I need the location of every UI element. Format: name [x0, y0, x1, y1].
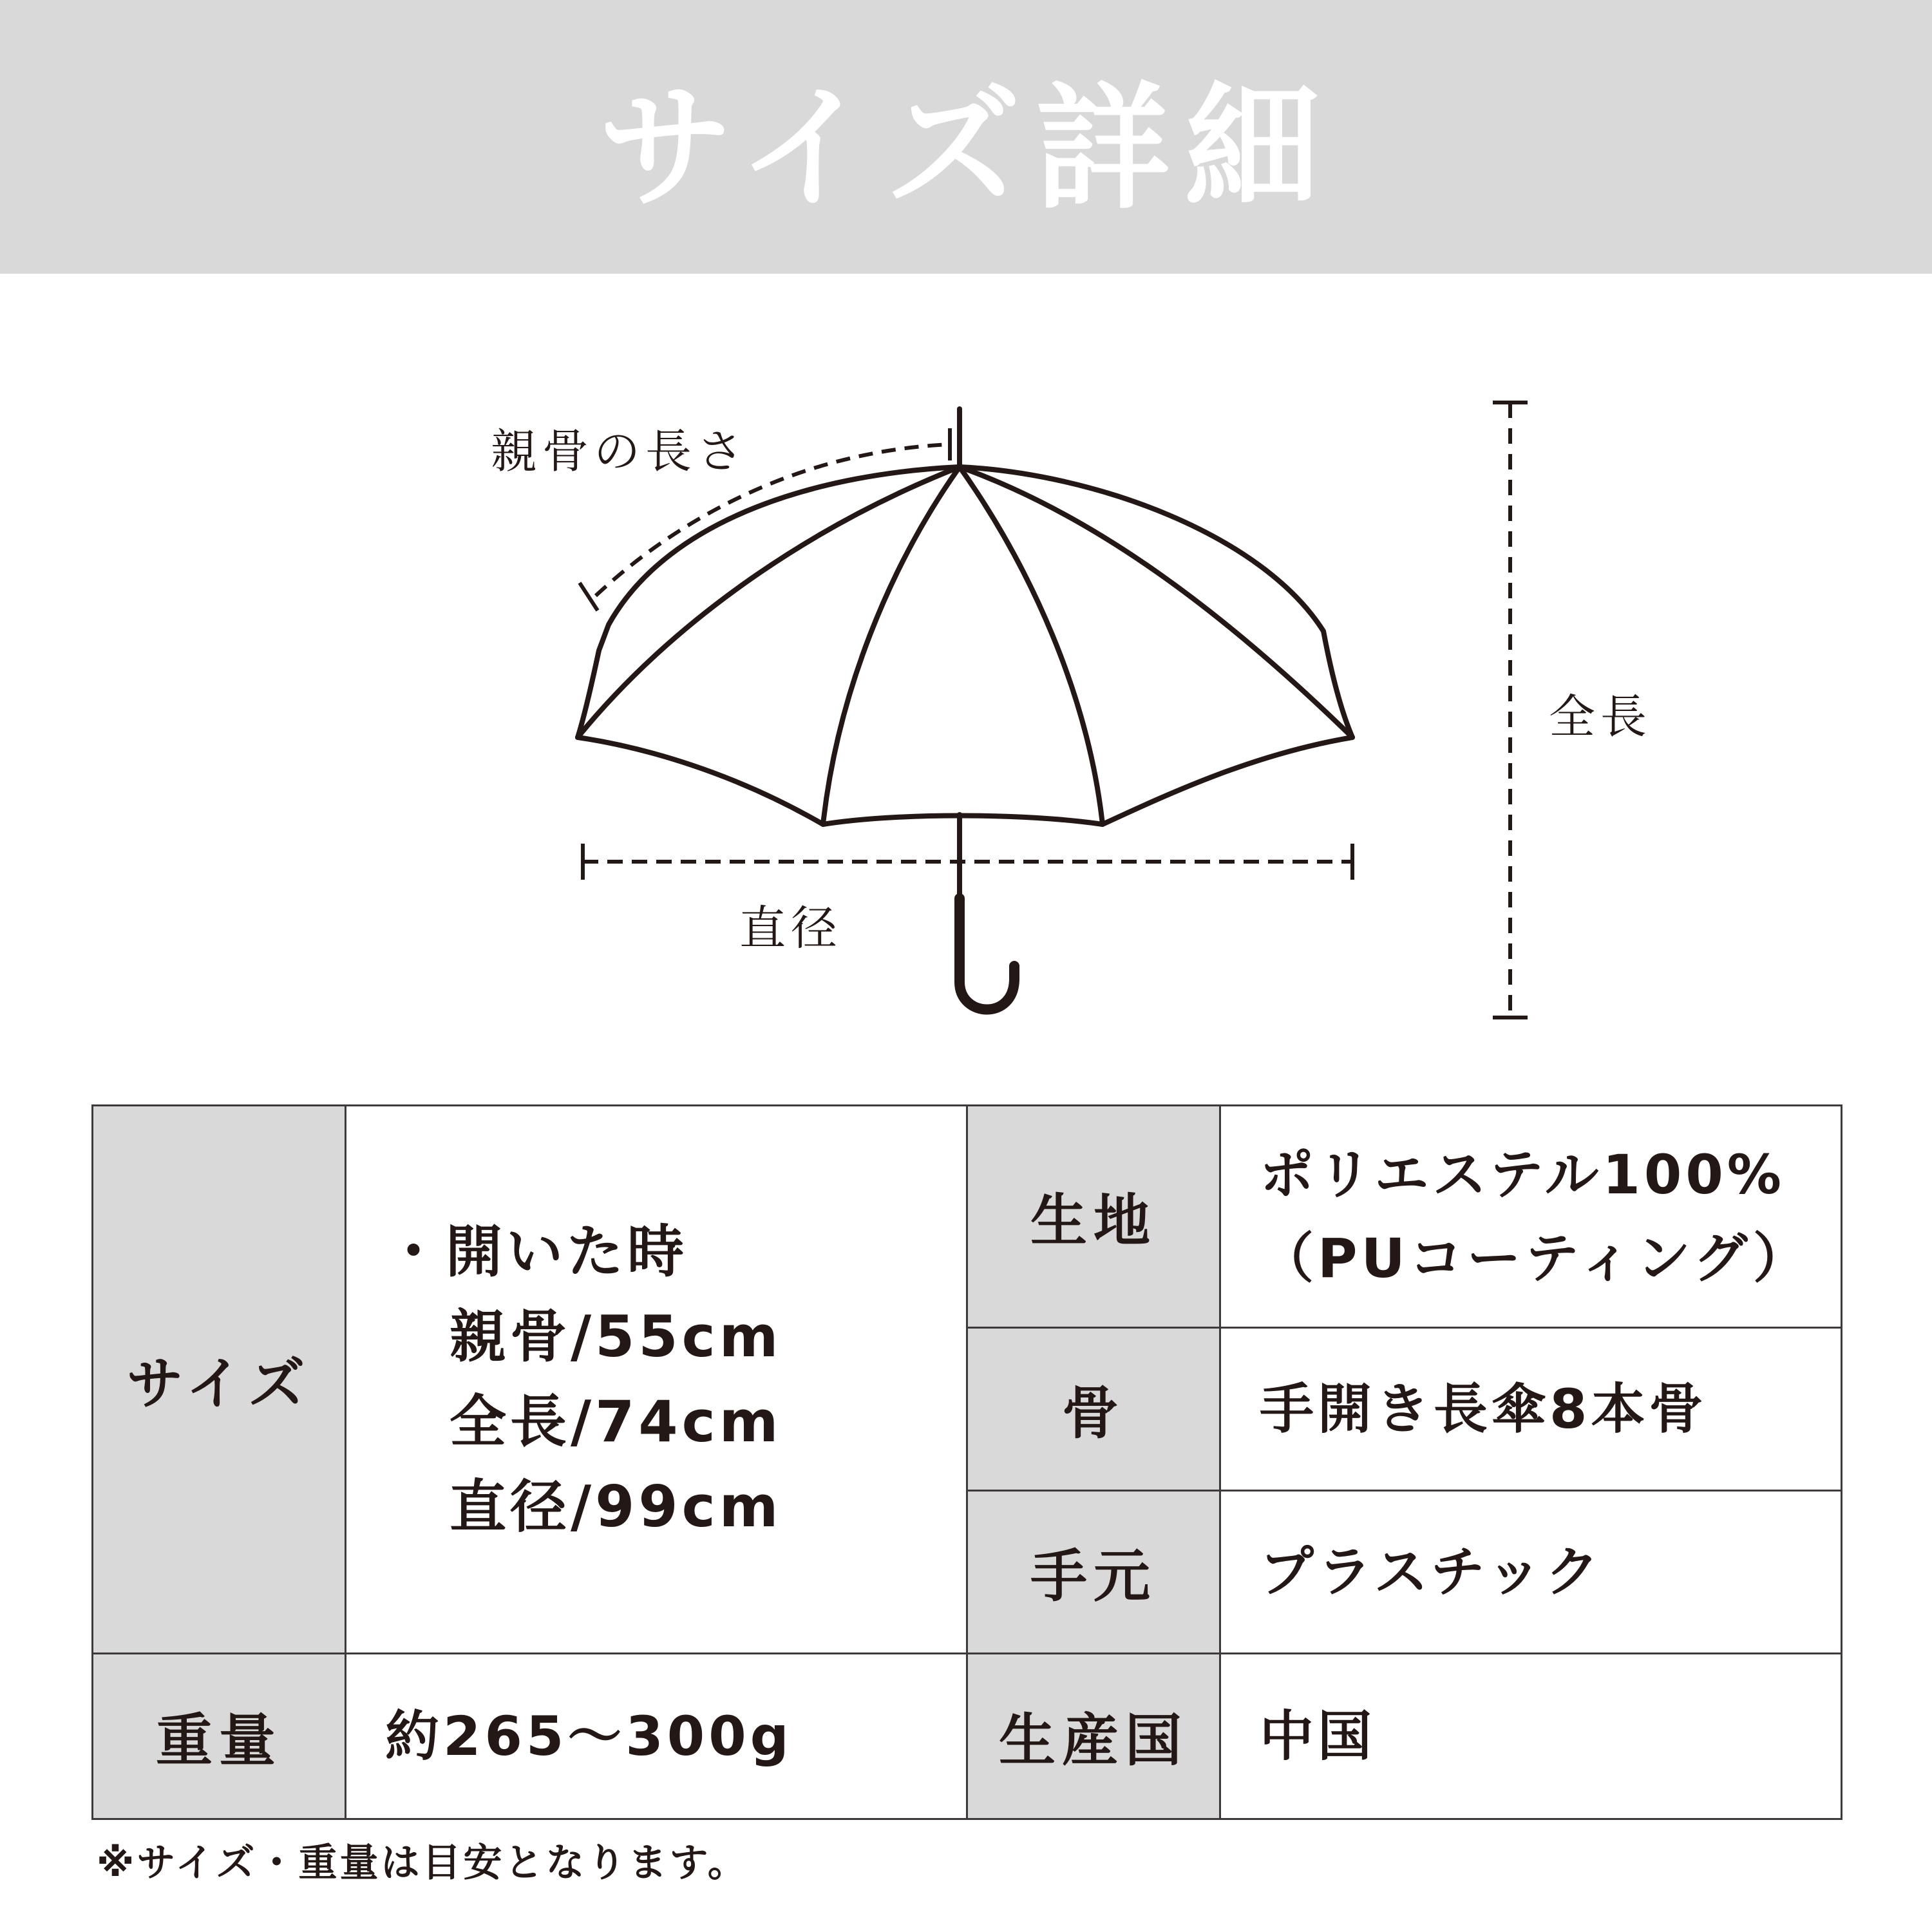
total-length-label: 全長 — [1549, 690, 1653, 744]
weight-label: 重量 — [93, 1654, 346, 1819]
fabric-value — [1220, 1106, 1842, 1328]
handle-value: プラスチック — [1220, 1491, 1842, 1654]
size-total: 全長/74cm — [450, 1388, 782, 1455]
size-label: サイズ — [93, 1106, 346, 1654]
umbrella-handle — [960, 898, 1014, 1010]
fabric-value-line2: （PUコーティング） — [1260, 1227, 1811, 1290]
diameter-label: 直径 — [739, 901, 843, 955]
frame-label: 骨 — [967, 1328, 1220, 1491]
header-banner — [0, 0, 1932, 274]
size-value — [346, 1106, 967, 1654]
umbrella-rib — [960, 467, 1103, 824]
rib-length-label: 親骨の長さ — [491, 424, 749, 478]
page-title: サイズ詳細 — [598, 69, 1334, 227]
origin-value: 中国 — [1220, 1654, 1842, 1819]
origin-label: 生産国 — [967, 1654, 1220, 1819]
footnote: ※サイズ・重量は目安となります。 — [97, 1841, 749, 1886]
rib-length-endcap — [580, 583, 598, 611]
size-rib: 親骨/55cm — [450, 1303, 782, 1370]
frame-value: 手開き長傘8本骨 — [1220, 1328, 1842, 1491]
fabric-label: 生地 — [967, 1106, 1220, 1328]
umbrella-rib — [578, 467, 960, 737]
weight-value: 約265〜300g — [346, 1654, 967, 1819]
handle-label: 手元 — [967, 1491, 1220, 1654]
spec-table — [91, 1104, 1842, 1820]
size-heading: ・開いた時 — [385, 1218, 688, 1285]
umbrella-diagram — [0, 274, 1932, 1092]
fabric-value-line1: ポリエステル100% — [1260, 1142, 1785, 1206]
size-diameter: 直径/99cm — [450, 1473, 782, 1540]
